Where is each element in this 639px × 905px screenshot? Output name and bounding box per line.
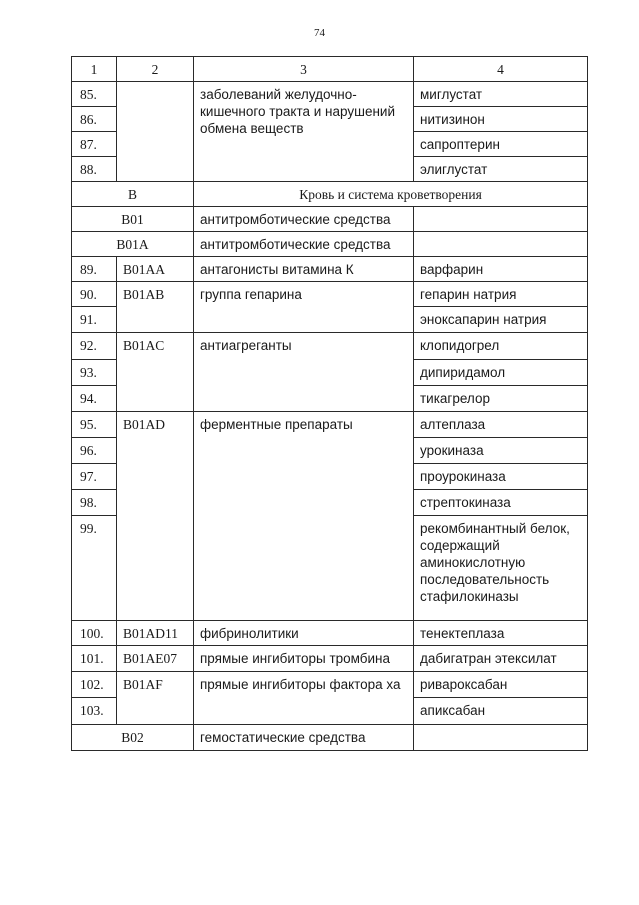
row-number: 95. (72, 412, 117, 438)
empty-cell (414, 725, 588, 751)
row-number: 101. (72, 646, 117, 672)
group-name-cell: заболеваний желудочно-кишечного тракта и нарушений обмена веществ (194, 82, 414, 182)
row-number: 88. (72, 157, 117, 182)
group-code: B01A (72, 232, 194, 257)
section-code: B (72, 182, 194, 207)
group-row (72, 725, 588, 751)
group-name: антитромботические средства (194, 232, 414, 257)
header-col-2: 2 (117, 57, 194, 82)
row-number: 100. (72, 621, 117, 646)
table-row (72, 257, 588, 282)
drug-name: сапроптерин (414, 132, 588, 157)
group-name: гемостатические средства (194, 725, 414, 751)
drug-name: проурокиназа (414, 464, 588, 490)
header-col-3: 3 (194, 57, 414, 82)
group-name: антиагреганты (194, 333, 414, 412)
header-col-1: 1 (72, 57, 117, 82)
drug-name: гепарин натрия (414, 282, 588, 307)
row-number: 93. (72, 360, 117, 386)
atc-code: B01AE07 (117, 646, 194, 672)
group-row (72, 207, 588, 232)
drug-name: варфарин (414, 257, 588, 282)
row-number: 86. (72, 107, 117, 132)
drug-name: стрептокиназа (414, 490, 588, 516)
row-number: 96. (72, 438, 117, 464)
drug-name: эноксапарин натрия (414, 307, 588, 333)
table-row (72, 282, 588, 307)
group-name: ферментные препараты (194, 412, 414, 621)
header-col-4: 4 (414, 57, 588, 82)
empty-cell (414, 232, 588, 257)
atc-code: B01AC (117, 333, 194, 412)
drug-name: тенектеплаза (414, 621, 588, 646)
drug-name: дипиридамол (414, 360, 588, 386)
group-code: B01 (72, 207, 194, 232)
drug-list-table (71, 56, 588, 751)
group-name: фибринолитики (194, 621, 414, 646)
row-number: 87. (72, 132, 117, 157)
atc-code: B01AA (117, 257, 194, 282)
group-name: прямые ингибиторы фактора ха (194, 672, 414, 725)
table-row (72, 672, 588, 698)
drug-name: дабигатран этексилат (414, 646, 588, 672)
group-name: группа гепарина (194, 282, 414, 333)
empty-cell (414, 207, 588, 232)
row-number: 92. (72, 333, 117, 360)
atc-code: B01AB (117, 282, 194, 333)
atc-code: B01AD11 (117, 621, 194, 646)
row-number: 102. (72, 672, 117, 698)
drug-name: нитизинон (414, 107, 588, 132)
drug-name: урокиназа (414, 438, 588, 464)
row-number: 103. (72, 698, 117, 725)
row-number: 85. (72, 82, 117, 107)
table-row (72, 412, 588, 438)
row-number: 91. (72, 307, 117, 333)
drug-name: клопидогрел (414, 333, 588, 360)
drug-name: алтеплаза (414, 412, 588, 438)
drug-name: элиглустат (414, 157, 588, 182)
drug-name: апиксабан (414, 698, 588, 725)
atc-code: B01AF (117, 672, 194, 725)
row-number: 90. (72, 282, 117, 307)
page-number: 74 (314, 27, 325, 39)
row-number: 99. (72, 516, 117, 621)
table-row (72, 621, 588, 646)
table-row (72, 333, 588, 360)
drug-name: миглустат (414, 82, 588, 107)
atc-code: B01AD (117, 412, 194, 621)
group-name: прямые ингибиторы тромбина (194, 646, 414, 672)
atc-code-cell (117, 82, 194, 182)
group-name: антитромботические средства (194, 207, 414, 232)
row-number: 98. (72, 490, 117, 516)
section-name: Кровь и система кроветворения (194, 182, 588, 207)
table-row (72, 646, 588, 672)
drug-name: тикагрелор (414, 386, 588, 412)
group-row (72, 232, 588, 257)
drug-name: рекомбинантный белок, содержащий аминокислотную последовательность стафилокиназы (414, 516, 588, 621)
group-code: B02 (72, 725, 194, 751)
table-row (72, 82, 588, 107)
row-number: 94. (72, 386, 117, 412)
row-number: 89. (72, 257, 117, 282)
drug-name: ривароксабан (414, 672, 588, 698)
section-row (72, 182, 588, 207)
group-name: антагонисты витамина К (194, 257, 414, 282)
table-header-row (72, 57, 588, 82)
row-number: 97. (72, 464, 117, 490)
